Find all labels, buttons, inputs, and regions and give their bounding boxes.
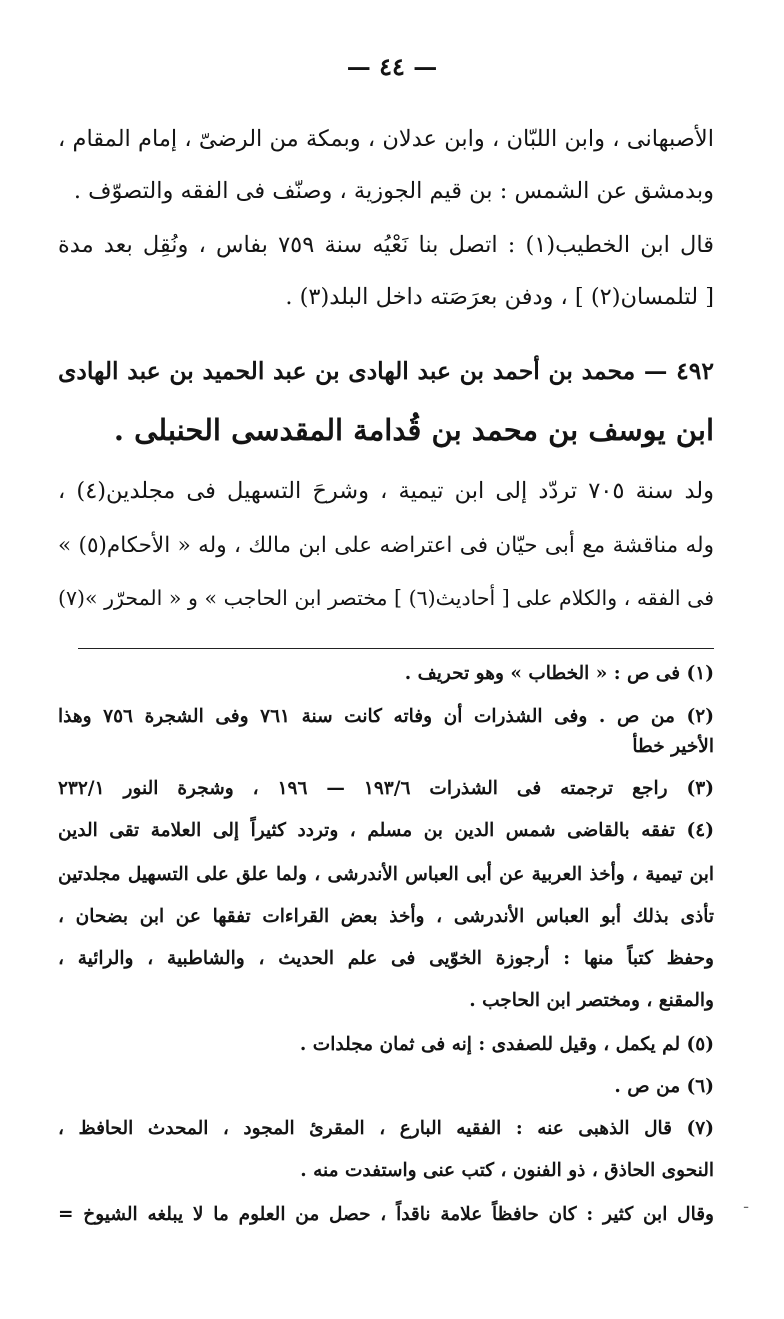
- entry-text-line: فى الفقه ، والكلام على [ أحاديث(٦) ] مختصر ابن الحاجب » و « المحرّر »(٧): [58, 586, 714, 610]
- footnote-line: (٧) قال الذهبى عنه : الفقيه البارع ، المقرئ المجود ، المحدث الحافظ ،: [58, 1118, 714, 1139]
- footnote-divider: [78, 648, 714, 649]
- footnote-line: (٢) من ص . وفى الشذرات أن وفاته كانت سنة ٧٦١ وفى الشجرة ٧٥٦ وهذا: [58, 706, 714, 727]
- entry-text-line: وله مناقشة مع أبى حيّان فى اعتراضه على ابن مالك ، وله « الأحكام(٥) »: [58, 533, 714, 558]
- entry-text-line: ولد سنة ٧٠٥ تردّد إلى ابن تيمية ، وشرحَ التسهيل فى مجلدين(٤) ،: [58, 478, 714, 504]
- footnote-line: (٣) راجع ترجمته فى الشذرات ١٩٣/٦ — ١٩٦ ، وشجرة النور ٢٣٢/١: [58, 778, 714, 799]
- footnote-line: ابن تيمية ، وأخذ العربية عن أبى العباس الأندرشى ، ولما علق على التسهيل مجلدتين: [58, 864, 714, 885]
- body-line: قال ابن الخطيب(١) : اتصل بنا نَعْيُه سنة ٧٥٩ بفاس ، ونُقِل بعد مدة: [58, 232, 714, 258]
- footnote-line: النحوى الحاذق ، ذو الفنون ، كتب عنى واستفدت منه .: [300, 1160, 714, 1181]
- footnote-line: (٥) لم يكمل ، وقيل للصفدى : إنه فى ثمان مجلدات .: [299, 1034, 714, 1055]
- margin-mark: ـ: [744, 1196, 749, 1212]
- body-line: الأصبهانى ، وابن اللبّان ، وابن عدلان ، وبمكة من الرضىّ ، إمام المقام ،: [58, 126, 714, 152]
- footnote-line: والمقنع ، ومختصر ابن الحاجب .: [469, 990, 714, 1011]
- footnote-line: وقال ابن كثير : كان حافظاً علامة ناقداً ، حصل من العلوم ما لا يبلغه الشيوخ =: [58, 1204, 714, 1225]
- footnote-line: (٤) تفقه بالقاضى شمس الدين بن مسلم ، وتردد كثيراً إلى العلامة تقى الدين: [58, 820, 714, 841]
- footnote-line: (٦) من ص .: [614, 1076, 714, 1097]
- body-line: وبدمشق عن الشمس : بن قيم الجوزية ، وصنّف فى الفقه والتصوّف .: [73, 178, 714, 204]
- footnote-line: (١) فى ص : « الخطاب » وهو تحريف .: [404, 663, 714, 684]
- footnote-line: تأذى بذلك أبو العباس الأندرشى ، وأخذ بعض القراءات تفقها عن ابن بضحان ،: [58, 906, 714, 927]
- footnote-line: وحفظ كتباً منها : أرجوزة الخوّيى فى علم الحديث ، والشاطبية ، والرائية ،: [58, 948, 714, 969]
- entry-heading: ابن يوسف بن محمد بن قُدامة المقدسى الحنبلى .: [113, 413, 714, 447]
- footnote-line: الأخير خطأ: [632, 736, 714, 757]
- body-line: [ لتلمسان(٢) ] ، ودفن بعرَصَته داخل البلد(٣) .: [285, 284, 714, 310]
- page-number: — ٤٤ —: [346, 52, 438, 81]
- entry-heading: ٤٩٢ — محمد بن أحمد بن عبد الهادى بن عبد الحميد بن عبد الهادى: [58, 357, 714, 385]
